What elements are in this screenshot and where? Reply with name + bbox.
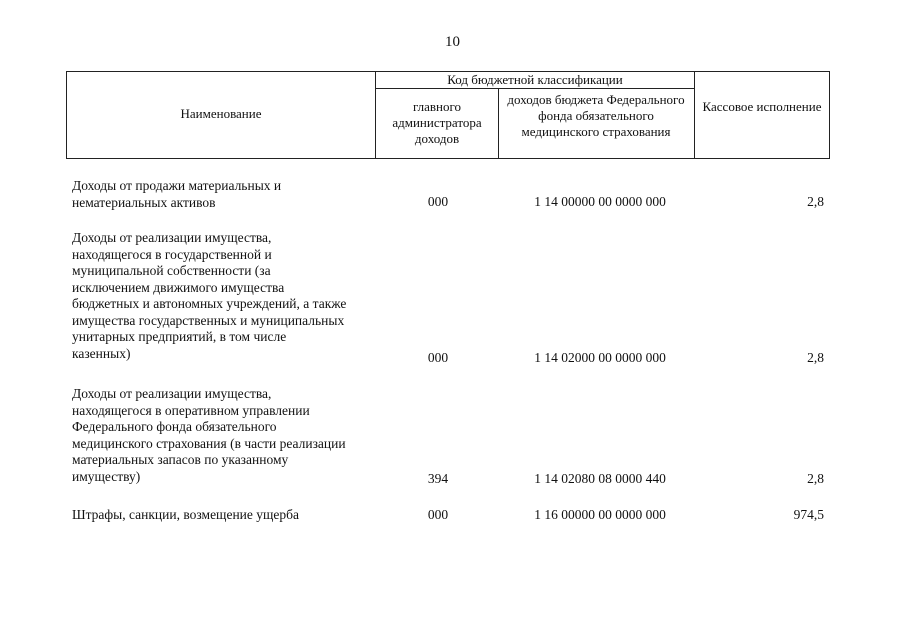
header-income: доходов бюджета Федерального фонда обязательного медицинского страхования <box>507 92 685 139</box>
header-amount: Кассовое исполнение <box>702 99 822 114</box>
row-admin-code: 000 <box>427 350 449 365</box>
row-admin-code: 394 <box>427 471 449 486</box>
row-budget-code: 1 14 02080 08 0000 440 <box>534 471 666 486</box>
row-budget-code: 1 16 00000 00 0000 000 <box>534 507 666 522</box>
header-divider-code-group <box>375 88 695 89</box>
row-name: Штрафы, санкции, возмещение ущерба <box>72 507 300 522</box>
row-budget-code: 1 14 00000 00 0000 000 <box>534 194 666 209</box>
header-admin: главного администратора доходов <box>392 99 482 146</box>
row-budget-code: 1 14 02000 00 0000 000 <box>534 350 666 365</box>
page-number: 10 <box>445 34 460 50</box>
row-amount: 2,8 <box>807 350 824 365</box>
row-name: Доходы от продажи материальных и нематериальных активов <box>72 178 282 210</box>
header-divider-amount <box>694 71 695 159</box>
header-right-border <box>829 71 830 159</box>
header-divider-sub <box>498 88 499 159</box>
header-bottom-border <box>66 158 830 159</box>
row-admin-code: 000 <box>427 194 449 209</box>
row-amount: 974,5 <box>793 507 824 522</box>
row-name: Доходы от реализации имущества, находящегося в государственной и муниципальной собственности (за исключением движимого имущества бюджетных и автономных учреждений, а также имущества государственных и муниципальных унитарных предприятий, в том числе казенных) <box>72 230 347 361</box>
row-amount: 2,8 <box>807 194 824 209</box>
header-name: Наименование <box>180 106 262 121</box>
row-name: Доходы от реализации имущества, находящегося в оперативном управлении Федерального фонда обязательного медицинского страхования (в части реализации материальных запасов по указанному имуществу) <box>72 386 346 484</box>
header-code-group: Код бюджетной классификации <box>447 72 623 87</box>
row-admin-code: 000 <box>427 507 449 522</box>
row-amount: 2,8 <box>807 471 824 486</box>
